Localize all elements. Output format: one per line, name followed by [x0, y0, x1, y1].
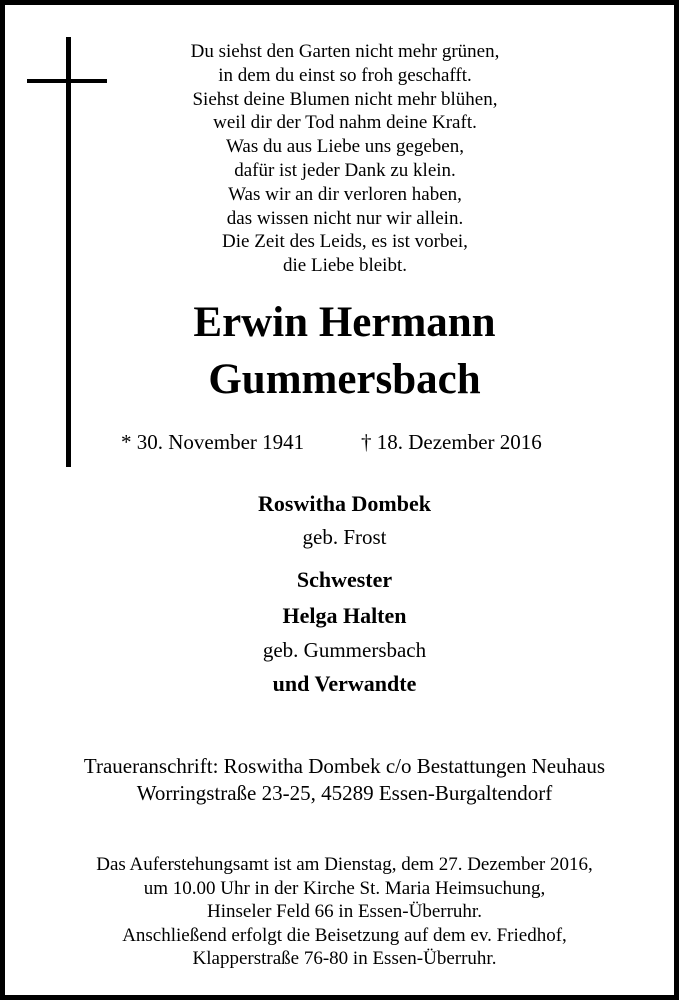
mourner-name-1: Roswitha Dombek	[258, 491, 431, 516]
poem-line: Was wir an dir verloren haben,	[228, 183, 462, 205]
life-dates	[5, 427, 679, 457]
service-notice	[5, 853, 679, 971]
address-line: Traueranschrift: Roswitha Dombek c/o Bestattungen Neuhaus	[83, 754, 606, 778]
poem-line: Siehst deine Blumen nicht mehr blühen,	[192, 88, 498, 110]
mourner-maiden-name-1: geb. Frost	[302, 525, 387, 549]
service-line: Das Auferstehungsamt ist am Dienstag, dem 27. Dezember 2016,	[96, 854, 593, 875]
poem-line: das wissen nicht nur wir allein.	[226, 207, 464, 229]
mourner-maiden-name-2: geb. Gummersbach	[262, 638, 427, 662]
service-line: Hinseler Feld 66 in Essen-Überruhr.	[207, 901, 482, 923]
deceased-surname: Gummersbach	[208, 356, 481, 403]
address-line: Worringstraße 23-25, 45289 Essen-Burgaltendorf	[136, 781, 553, 805]
other-relatives: und Verwandte	[272, 671, 417, 696]
mourner-relation-2: Schwester	[296, 567, 393, 592]
service-line: um 10.00 Uhr in der Kirche St. Maria Heimsuchung,	[143, 877, 546, 899]
poem-line: in dem du einst so froh geschafft.	[218, 64, 472, 86]
poem-line: Du siehst den Garten nicht mehr grünen,	[190, 41, 500, 62]
service-line: Anschließend erfolgt die Beisetzung auf dem ev. Friedhof,	[122, 924, 567, 946]
memorial-poem	[105, 40, 585, 278]
mourning-address	[5, 753, 679, 807]
poem-line: Was du aus Liebe uns gegeben,	[225, 136, 464, 158]
birth-date: * 30. November 1941	[121, 430, 305, 454]
poem-line: weil dir der Tod nahm deine Kraft.	[213, 112, 477, 134]
poem-line: Die Zeit des Leids, es ist vorbei,	[222, 231, 468, 253]
mourner-name-2: Helga Halten	[282, 603, 407, 628]
cross-icon-horizontal-beam	[27, 79, 107, 83]
deceased-first-names: Erwin Hermann	[193, 299, 496, 346]
poem-line: die Liebe bleibt.	[283, 255, 407, 277]
poem-line: dafür ist jeder Dank zu klein.	[234, 159, 456, 181]
service-line: Klapperstraße 76-80 in Essen-Überruhr.	[192, 948, 497, 970]
death-date: † 18. Dezember 2016	[361, 430, 542, 454]
